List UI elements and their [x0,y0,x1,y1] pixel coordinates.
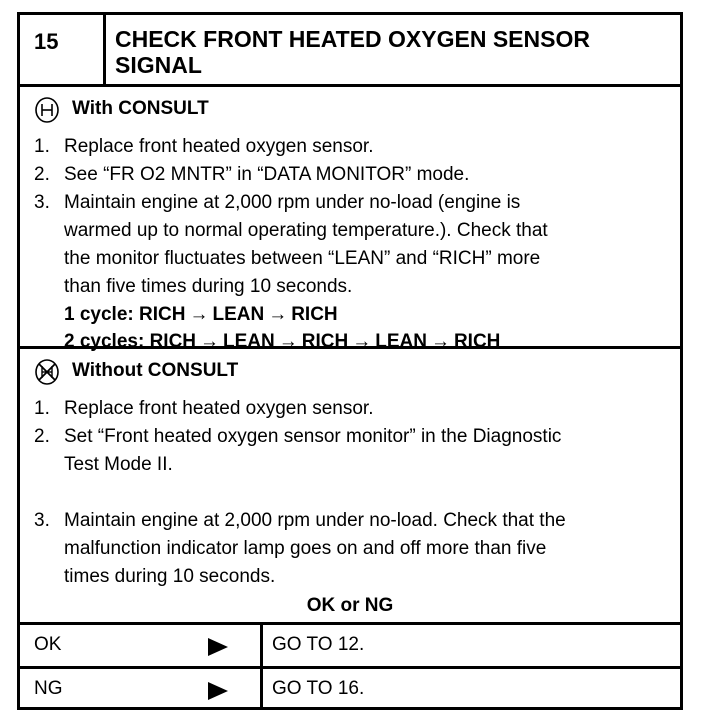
result-action: GO TO 12. [272,634,365,655]
result-row-ng [20,666,680,710]
arrow-right-icon: → [200,331,220,352]
result-divider [260,669,263,710]
arrow-right-icon: → [430,331,450,352]
procedure-box [17,12,683,710]
without-consult-section: Without CONSULT 1. Replace front heated oxygen sensor. 2. Set “Front heated oxygen sensor monitor” in the Diagnostic Test Mode II. 3. Maintain engine at 2,000 rpm under no-load. Check that the malfunction indicator lamp goes on and off more than five times during 10 seconds. [34,360,566,587]
arrow-right-icon: → [352,331,372,352]
arrow-right-icon [208,682,228,700]
step-number: 15 [20,15,106,84]
arrow-right-icon: → [189,304,209,325]
step-title [115,26,675,78]
result-label: OK [34,634,62,655]
result-row-ok [20,622,680,666]
step-header [20,15,680,87]
result-divider [260,625,263,666]
ok-or-ng-label: OK or NG [306,595,394,616]
without-consult-label: Without CONSULT [72,360,239,381]
consult-device-icon [34,97,60,123]
arrow-right-icon: → [268,304,288,325]
arrow-right-icon: → [278,331,298,352]
result-label: NG [34,678,63,699]
result-action: GO TO 16. [272,678,365,699]
with-consult-section: With CONSULT 1. Replace front heated oxygen sensor. 2. See “FR O2 MNTR” in “DATA MONITOR” mode. 3. Maintain engine at 2,000 rpm under no-load (engine is warmed up to normal operating temperature.). Check that the monitor fluctuates between “LEAN” and “RICH” more than five times during 10 seconds. 1 cycle: RICH → LEAN → RICH 2 cycles: RICH → LEAN → RICH → LEAN → RICH [20,87,680,349]
with-consult-label: With CONSULT [72,98,209,119]
arrow-right-icon [208,638,228,656]
step-title-line2: SIGNAL [115,52,202,78]
no-consult-icon [34,359,60,385]
step-title-line1: CHECK FRONT HEATED OXYGEN SENSOR [115,26,590,52]
